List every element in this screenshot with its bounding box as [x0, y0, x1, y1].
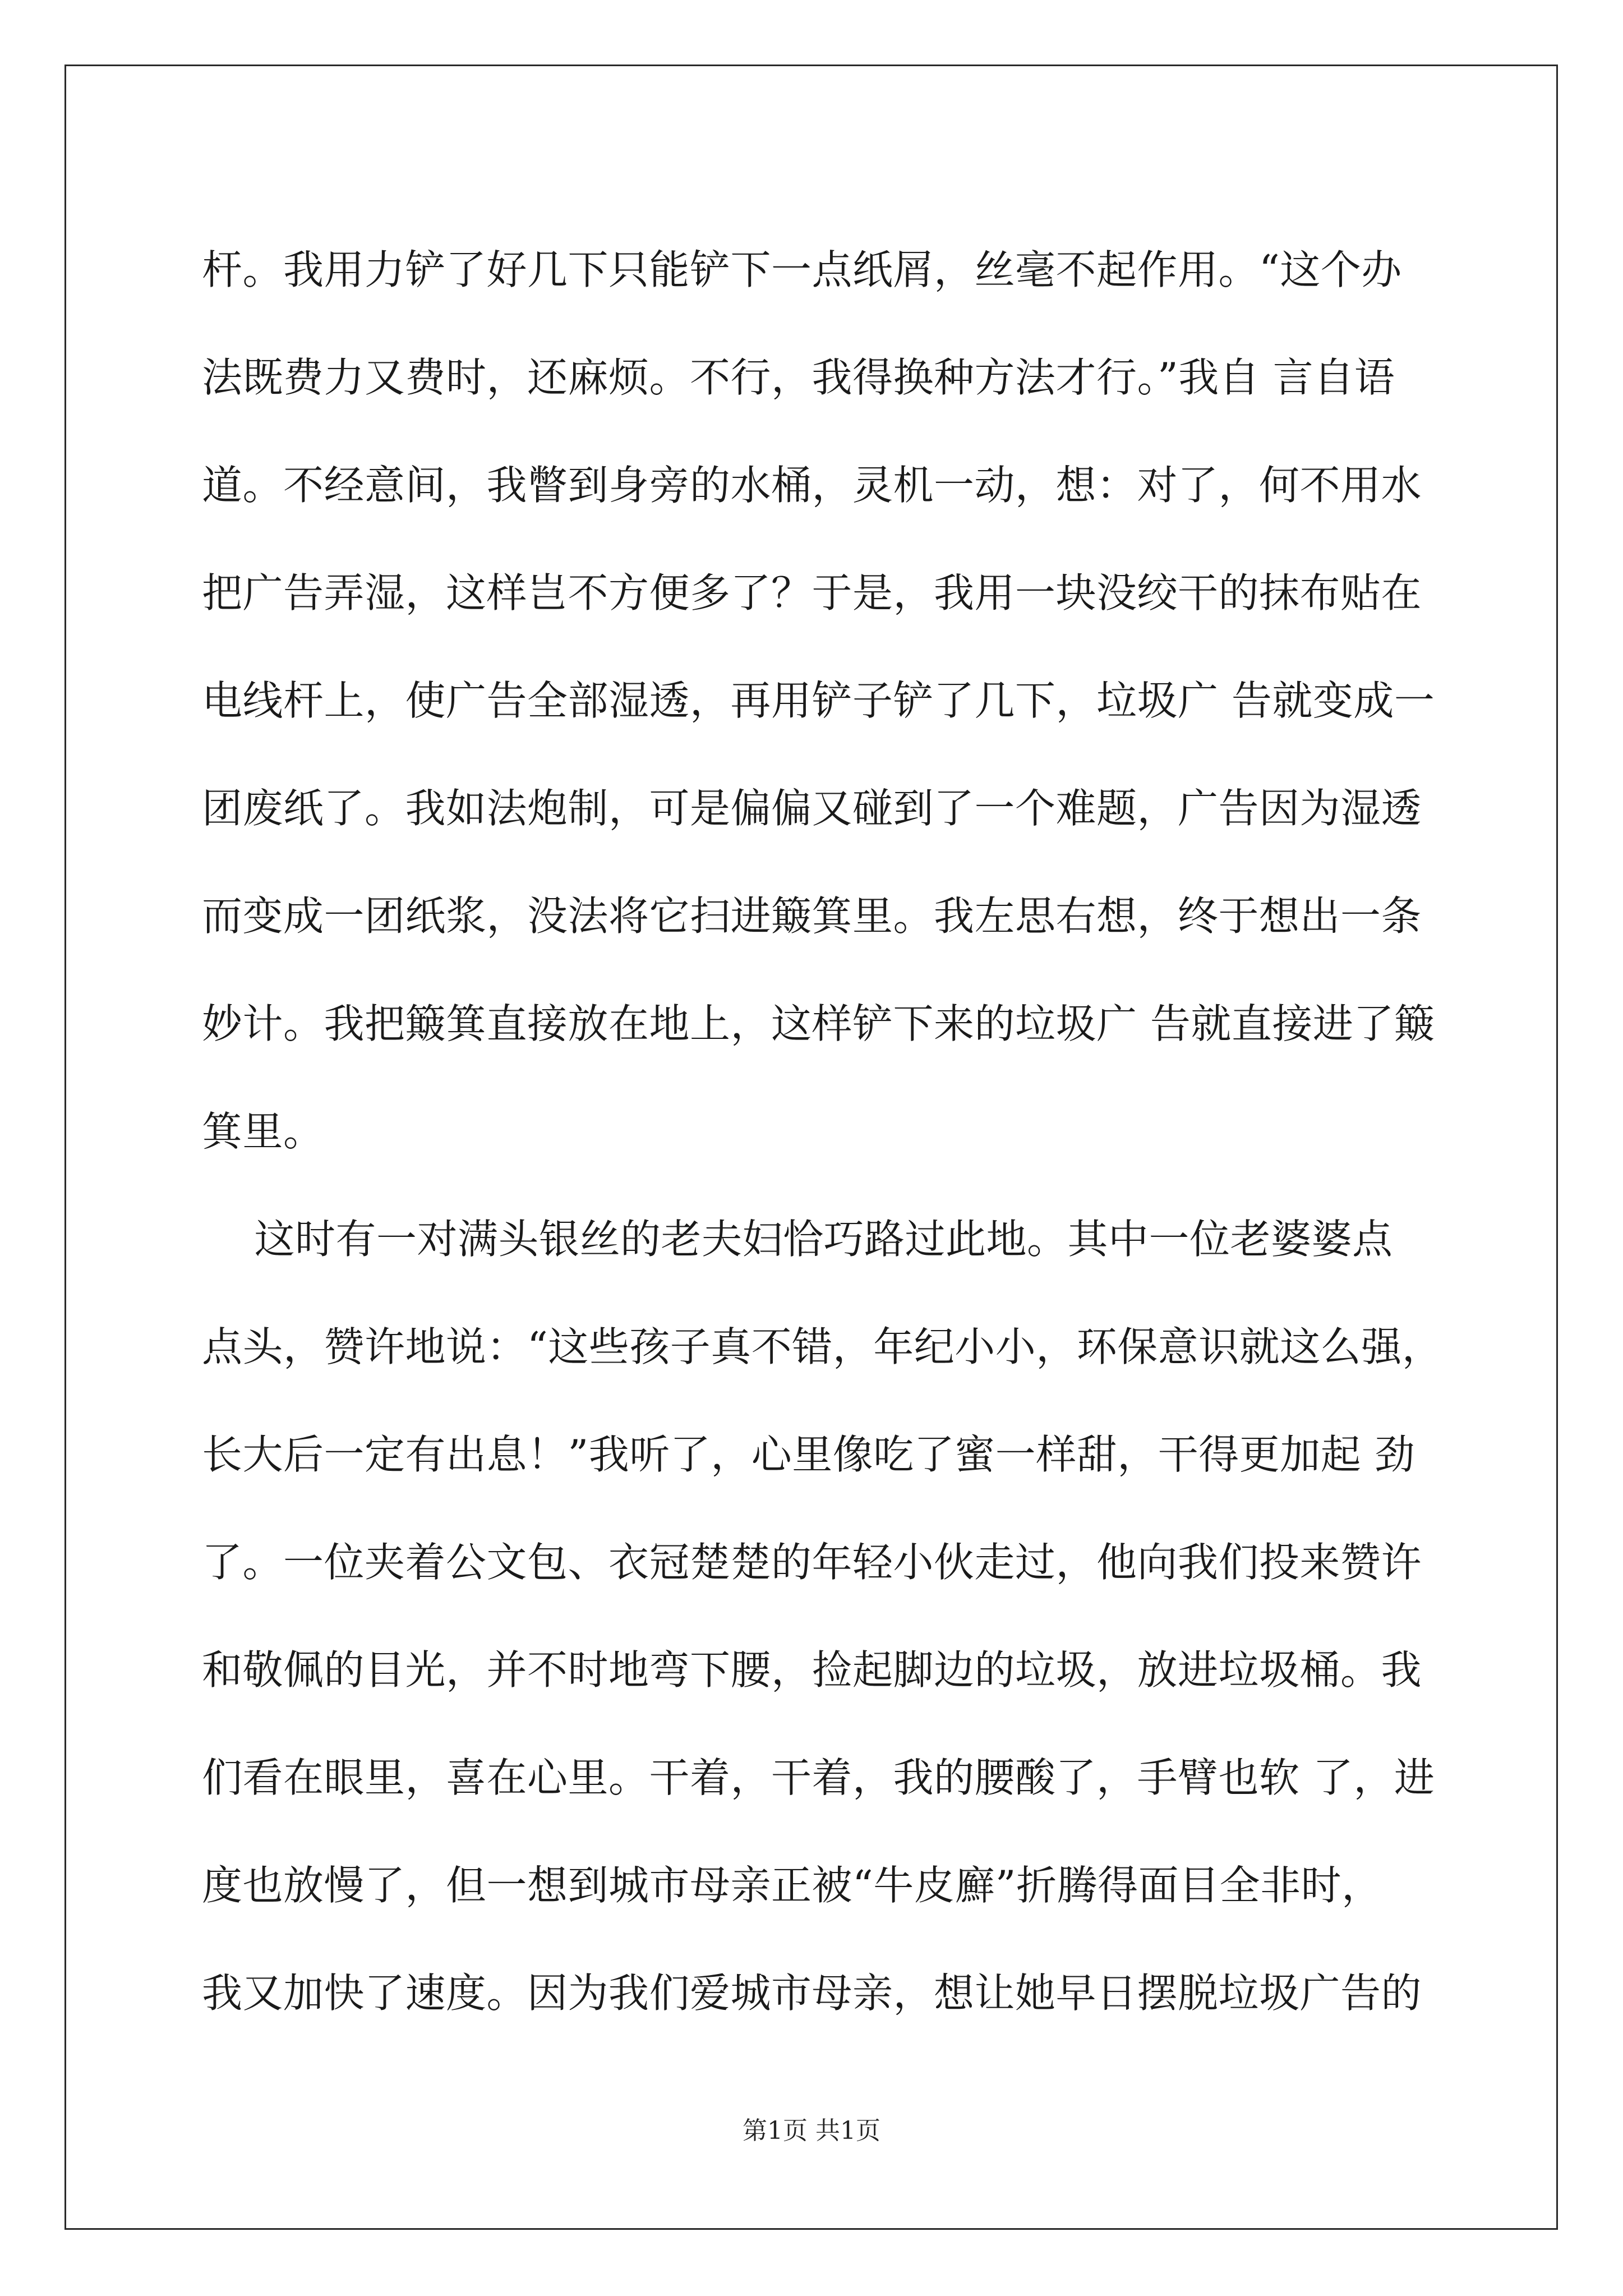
text-line: 妙计。我把簸箕直接放在地上，这样铲下来的垃圾广 告就直接进了簸 — [202, 1000, 1435, 1047]
text-line: 这时有一对满头银丝的老夫妇恰巧路过此地。其中一位老婆婆点 — [202, 1216, 1393, 1263]
text-line: 点头，赞许地说：“这些孩子真不错，年纪小小，环保意识就这么强， — [202, 1323, 1443, 1370]
text-line: 们看在眼里，喜在心里。干着，干着，我的腰酸了，手臂也软 了，进 — [202, 1754, 1435, 1801]
text-line: 长大后一定有出息！”我听了，心里像吃了蜜一样甜，干得更加起 劲 — [202, 1431, 1415, 1478]
text-line: 团废纸了。我如法炮制，可是偏偏又碰到了一个难题，广告因为湿透 — [202, 785, 1422, 832]
text-line: 我又加快了速度。因为我们爱城市母亲，想让她早日摆脱垃圾广告的 — [202, 1970, 1422, 2017]
text-line: 而变成一团纸浆，没法将它扫进簸箕里。我左思右想，终于想出一条 — [202, 892, 1422, 940]
text-line: 把广告弄湿，这样岂不方便多了？于是，我用一块没绞干的抹布贴在 — [202, 569, 1422, 616]
text-line: 法既费力又费时，还麻烦。不行，我得换种方法才行。”我自 言自语 — [202, 354, 1395, 401]
text-line: 度也放慢了，但一想到城市母亲正被“牛皮廯”折腾得面目全非时， — [202, 1862, 1382, 1909]
document-body — [202, 216, 1443, 2047]
text-line: 电线杆上，使广告全部湿透，再用铲子铲了几下，垃圾广 告就变成一 — [202, 677, 1435, 724]
text-line: 道。不经意间，我瞥到身旁的水桶，灵机一动，想：对了，何不用水 — [202, 462, 1422, 509]
text-line: 了。一位夹着公文包、衣冠楚楚的年轻小伙走过，他向我们投来赞许 — [202, 1539, 1422, 1586]
text-line: 杆。我用力铲了好几下只能铲下一点纸屑，丝毫不起作用。“这个办 — [202, 246, 1402, 293]
text-line: 和敬佩的目光，并不时地弯下腰，捡起脚边的垃圾，放进垃圾桶。我 — [202, 1646, 1422, 1694]
page-number-footer: 第1页 共1页 — [743, 2116, 880, 2145]
text-line: 箕里。 — [202, 1108, 324, 1155]
